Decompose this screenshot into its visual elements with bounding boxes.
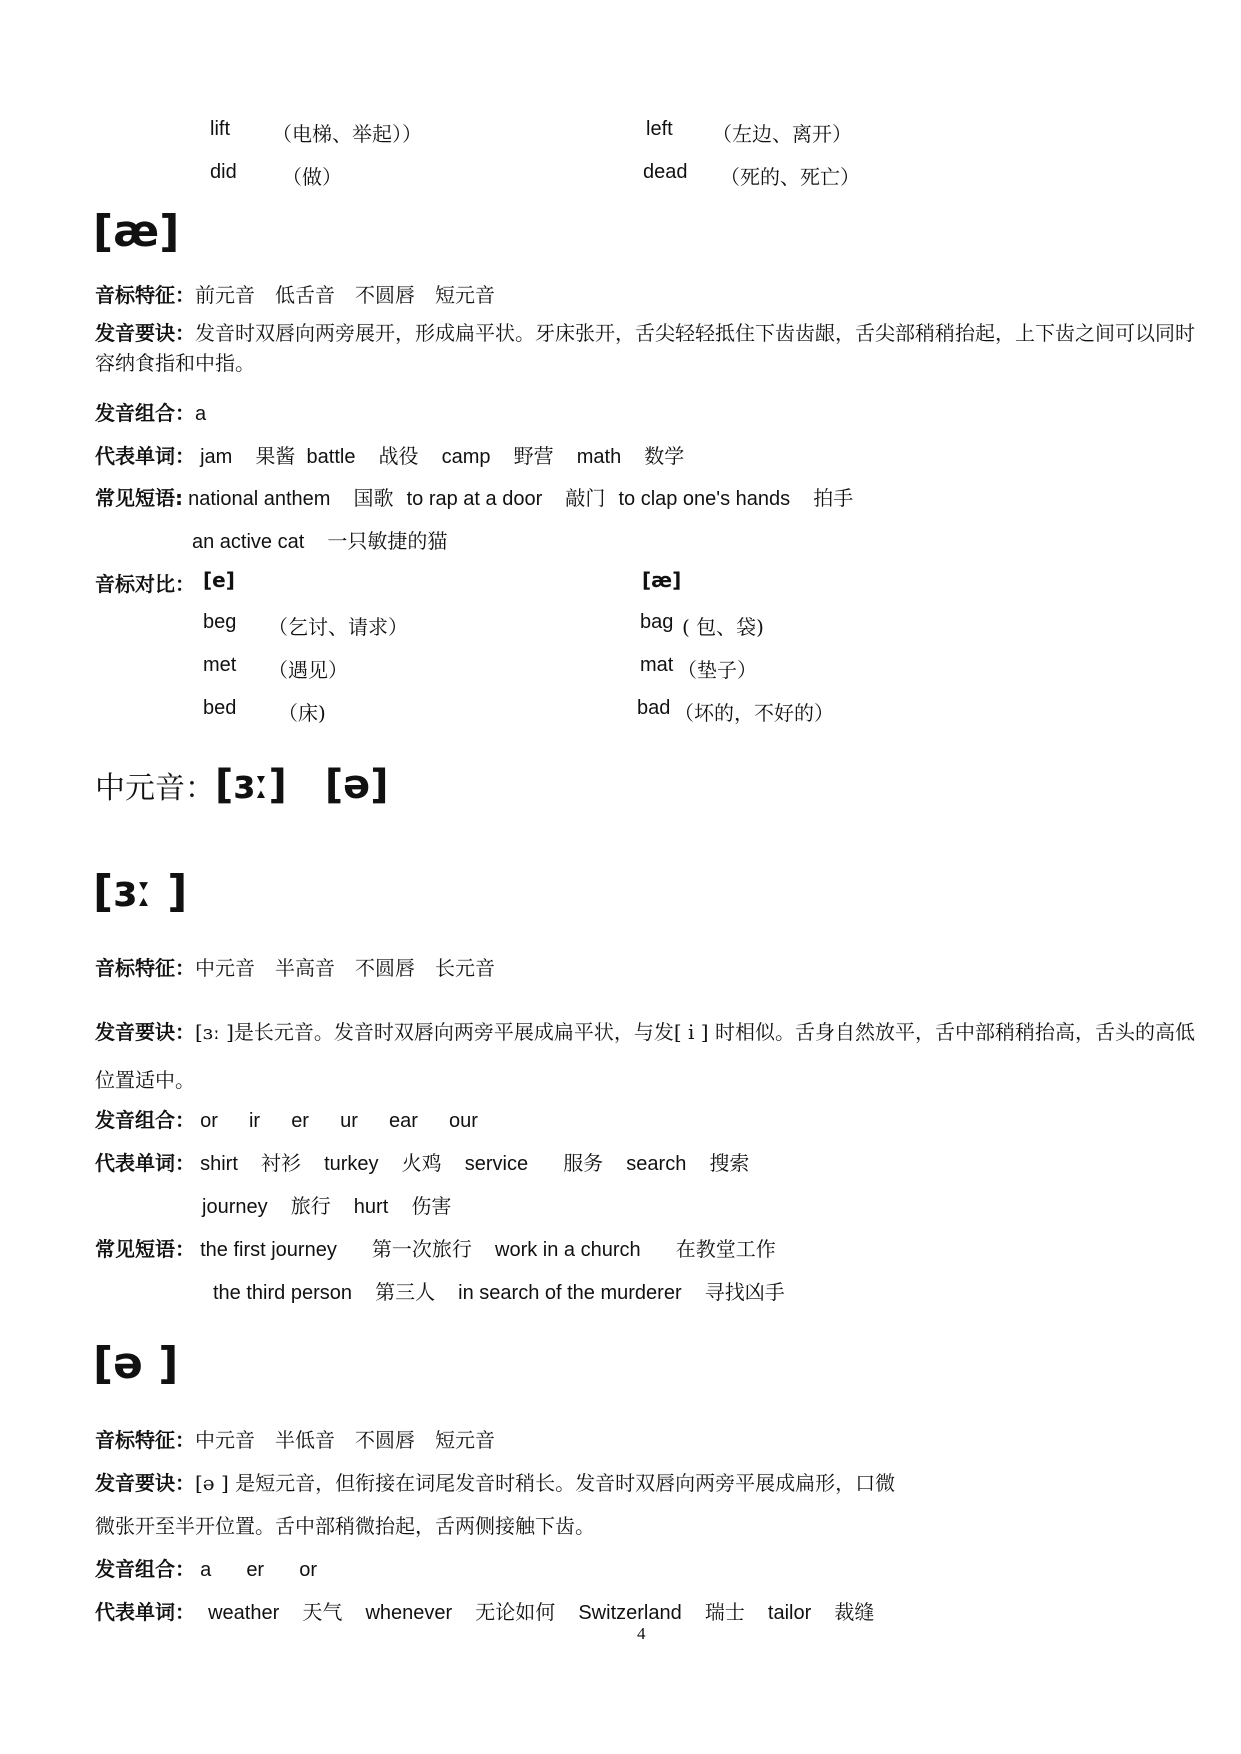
word: math [576,446,622,468]
phrase: the first journey [200,1239,337,1261]
tips-text: [ə ] 是短元音，但衔接在词尾发音时稍长。发音时双唇向两旁平展成扁形，口微 [195,1471,896,1495]
word: service [464,1153,529,1175]
label: 发音要诀： [95,321,195,345]
word-meaning: 火鸡 [401,1151,442,1175]
phrase: in search of the murderer [458,1282,682,1304]
compare-word: beg [203,611,237,633]
ae-words-line [95,440,684,469]
phrase-meaning: 一只敏捷的猫 [327,529,448,553]
label: 音标对比： [95,572,195,596]
compare-meaning: （垫子） [677,658,757,682]
schwa-combo-line [95,1553,317,1582]
phonetic-heading-ae: [æ] [93,206,180,257]
compare-meaning: ( 包、袋) [682,615,764,639]
word: jam [200,446,233,468]
ae-combo-line [95,397,206,426]
word-meaning: 旅行 [290,1194,331,1218]
schwa-tips-line-2: 微张开至半开位置。舌中部稍微抬起，舌两侧接触下齿。 [95,1514,595,1538]
word: weather [208,1602,280,1624]
tips-text: 发音时双唇向两旁展开，形成扁平状。牙床张开，舌尖轻轻抵住下齿齿龈，舌尖部稍稍抬起，上下齿之间可以同时容纳食指和中指。 [95,321,1195,375]
compare-word: bag [640,611,674,633]
word: left [646,118,673,140]
word: turkey [324,1153,379,1175]
word: dead [643,161,688,183]
mid-vowels-label: 中元音： [95,771,215,806]
compare-word: bad [637,697,671,719]
phrase: the third person [213,1282,352,1304]
phrase: work in a church [495,1239,641,1261]
phrase-meaning: 在教堂工作 [675,1237,776,1261]
word-meaning: （做） [282,165,342,189]
er-phrases-line-1 [95,1233,776,1262]
word-meaning: 搜索 [709,1151,750,1175]
tips-text: [ɜː ]是长元音。发音时双唇向两旁平展成扁平状，与发[ i ] 时相似。舌身自然放平，舌中部稍稍抬高，舌头的高低位置适中。 [95,1020,1195,1092]
compare-head-right: [æ] [642,568,682,592]
phrase-meaning: 寻找凶手 [704,1280,785,1304]
label: 发音组合： [95,401,195,425]
schwa-tips-line-1 [95,1467,895,1496]
compare-word: mat [640,654,674,676]
phrase-meaning: 敲门 [565,486,606,510]
ae-phrases-line-2 [192,525,447,554]
page-number: 4 [637,1624,646,1643]
word: battle [306,446,356,468]
compare-meaning: （遇见） [268,658,348,682]
label: 常见短语： [95,1237,195,1261]
word-meaning: （左边、离开） [712,122,852,146]
combo-item: er [291,1110,309,1132]
label: 发音组合： [95,1557,195,1581]
word-meaning: 伤害 [411,1194,452,1218]
word-meaning: 数学 [644,444,685,468]
schwa-words-line [95,1596,874,1625]
combo-item: a [200,1559,212,1581]
word-meaning: 无论如何 [475,1600,556,1624]
phrase: an active cat [192,531,305,553]
combo-item: our [448,1110,478,1132]
word: search [626,1153,687,1175]
word-meaning: 裁缝 [834,1600,875,1624]
ae-tips-paragraph [95,318,1205,378]
phrase: national anthem [188,488,331,510]
compare-meaning: （床) [278,701,326,725]
word: hurt [353,1196,389,1218]
features-text: 中元音 半低音 不圆唇 短元音 [195,1428,495,1452]
label: 发音组合： [95,1108,195,1132]
phrase: to rap at a door [406,488,543,510]
phrase: to clap one's hands [618,488,791,510]
phonetic-heading-schwa: [ə ] [93,1338,179,1389]
features-text: 中元音 半高音 不圆唇 长元音 [195,956,495,980]
combo-item: ear [388,1110,418,1132]
ae-features-line [95,279,495,308]
word: lift [210,118,230,140]
compare-word: met [203,654,237,676]
er-phrases-line-2 [213,1276,785,1305]
er-words-line-2 [202,1190,451,1219]
phrase-meaning: 第一次旅行 [371,1237,472,1261]
combo-item: er [246,1559,265,1581]
compare-word: bed [203,697,237,719]
phrase-meaning: 第三人 [375,1280,436,1304]
word-meaning: （死的、死亡） [720,165,860,189]
phonetic-symbol: [ə] [324,762,389,808]
er-features-line [95,952,495,981]
word: Switzerland [578,1602,682,1624]
combo-item: or [200,1110,218,1132]
word-meaning: 瑞士 [704,1600,745,1624]
er-combo-line [95,1104,478,1133]
label: 音标特征： [95,1428,195,1452]
word-meaning: 天气 [302,1600,343,1624]
combo-text: a [195,403,207,425]
compare-meaning: （乞讨、请求） [268,615,408,639]
combo-item: ir [248,1110,261,1132]
er-words-line-1 [95,1147,749,1176]
phonetic-heading-er: [ɜː ] [93,866,188,917]
phrase-meaning: 拍手 [813,486,854,510]
word: journey [202,1196,268,1218]
word-meaning: 战役 [378,444,419,468]
word: did [210,161,237,183]
label: 音标特征： [95,956,195,980]
word-meaning: 衬衫 [260,1151,301,1175]
phonetic-symbol: [ɜː] [215,762,287,808]
combo-item: or [299,1559,317,1581]
compare-meaning: （坏的，不好的） [674,701,834,725]
word-meaning: 服务 [563,1151,604,1175]
word: shirt [200,1153,238,1175]
compare-head-left: [e] [203,568,235,592]
ae-phrases-line-1 [95,482,853,511]
word: camp [441,446,491,468]
phrase-meaning: 国歌 [353,486,394,510]
label: 代表单词： [95,444,195,468]
label: 发音要诀： [95,1471,195,1495]
word: tailor [767,1602,812,1624]
word: whenever [365,1602,453,1624]
er-tips-paragraph [95,1008,1205,1104]
label: 代表单词： [95,1151,195,1175]
mid-vowels-title [95,762,389,808]
combo-item: ur [340,1110,358,1132]
word-meaning: 果酱 [255,444,296,468]
label: 代表单词： [95,1600,195,1624]
word-meaning: （电梯、举起）） [272,122,422,146]
features-text: 前元音 低舌音 不圆唇 短元音 [195,283,495,307]
label: 常见短语: [95,486,183,510]
label: 音标特征： [95,283,195,307]
label: 发音要诀： [95,1020,195,1044]
word-meaning: 野营 [513,444,554,468]
schwa-features-line [95,1424,495,1453]
